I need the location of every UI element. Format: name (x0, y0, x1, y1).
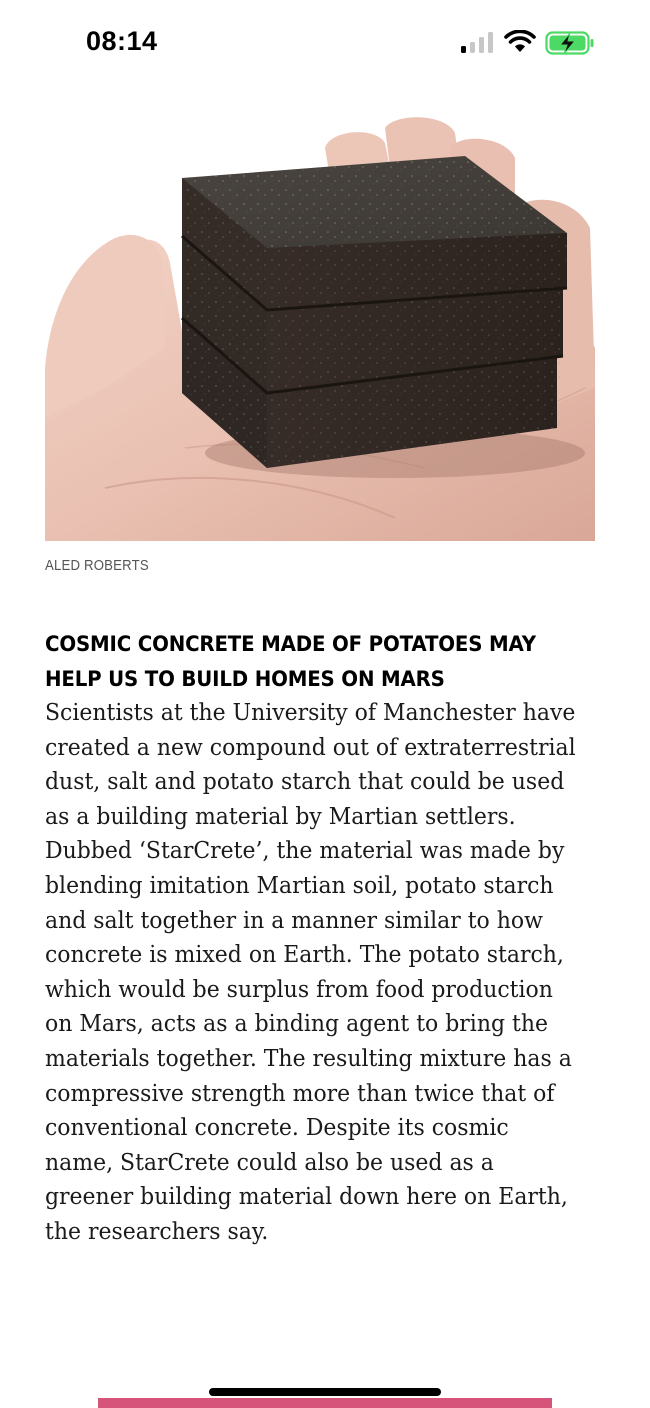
bottom-accent-bar (98, 1398, 552, 1408)
article-photo (45, 88, 595, 541)
status-time: 08:14 (86, 26, 158, 56)
article-body: Scientists at the University of Manchester have created a new compound out of extraterrestrial dust, salt and potato starch that could be used as a building material by Martian settlers. Dubbed ‘StarCrete’, the material was made by blending imitation Martian soil, potato starch and salt together in a manner similar to how concrete is mixed on Earth. The potato starch, which would be surplus from food production on Mars, acts as a binding agent to bring the materials together. The resulting mixture has a compressive strength more than twice that of conventional concrete. Despite its cosmic name, StarCrete could also be used as a greener building material down here on Earth, the researchers say. (45, 700, 576, 1245)
article-headline: COSMIC CONCRETE MADE OF POTATOES MAY HELP US TO BUILD HOMES ON MARS (45, 632, 536, 692)
status-bar (0, 0, 650, 88)
cellular-signal-icon (460, 32, 494, 54)
home-indicator[interactable] (209, 1388, 441, 1396)
battery-charging-icon (545, 30, 595, 56)
photo-credit: ALED ROBERTS (45, 557, 149, 574)
wifi-icon (504, 30, 536, 54)
